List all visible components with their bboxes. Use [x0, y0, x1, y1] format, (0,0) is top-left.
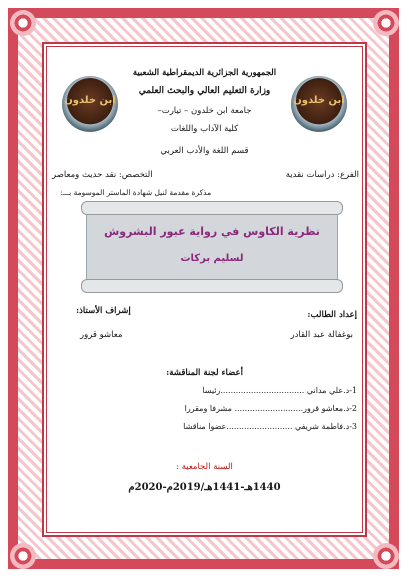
title-scroll [86, 206, 338, 288]
header-university: جامعة ابن خلدون – تيارت– [157, 106, 252, 116]
scroll-roll-top [81, 201, 343, 215]
cover-content [46, 46, 363, 533]
corner-ornament-icon [373, 543, 399, 569]
specialty-label: التخصص: نقد حديث ومعاصر [52, 170, 153, 180]
year-label: السنة الجامعية : [176, 462, 233, 472]
corner-ornament-icon [10, 543, 36, 569]
corner-ornament-icon [10, 10, 36, 36]
logo-text: ابن خلدون [64, 95, 116, 106]
student-name: بوغفالة عبد القادر [290, 330, 353, 340]
supervisor-name: معاشو قرور [80, 330, 123, 340]
committee-member: 2-د.معاشو قرور........................... مشرفا ومقررا [184, 404, 357, 413]
corner-ornament-icon [373, 10, 399, 36]
committee-member: 3-د.فاطمة شريفي ..........................عضوا مناقشا [183, 422, 357, 431]
prepared-label: إعداد الطالب: [307, 310, 357, 320]
branch-label: الفرع: دراسات نقدية [285, 170, 359, 180]
scroll-roll-bottom [81, 279, 343, 293]
memo-label: مذكرة مقدمة لنيل شهادة الماستر الموسومة بـــ: [60, 188, 212, 197]
header-ministry: وزارة التعليم العالي والبحث العلمي [138, 86, 271, 96]
thesis-author: لسليم بركات [180, 253, 244, 264]
header-department: قسم اللغة والأدب العربي [160, 146, 249, 156]
thesis-title: نظرية الكاوس في رواية عبور البشروش [104, 225, 320, 238]
committee-member: 1-د.علي مداني .................................رئيسا [202, 386, 357, 395]
header-republic: الجمهورية الجزائرية الديمقراطية الشعبية [132, 68, 277, 78]
supervisor-label: إشراف الأستاذ: [76, 306, 131, 316]
logo-text: ابن خلدون [293, 95, 345, 106]
committee-label: أعضاء لجنة المناقشة: [166, 368, 243, 378]
academic-year: 1440هـ-1441هـ/2019م-2020م [128, 482, 281, 493]
header-faculty: كلية الآداب واللغات [170, 124, 239, 134]
